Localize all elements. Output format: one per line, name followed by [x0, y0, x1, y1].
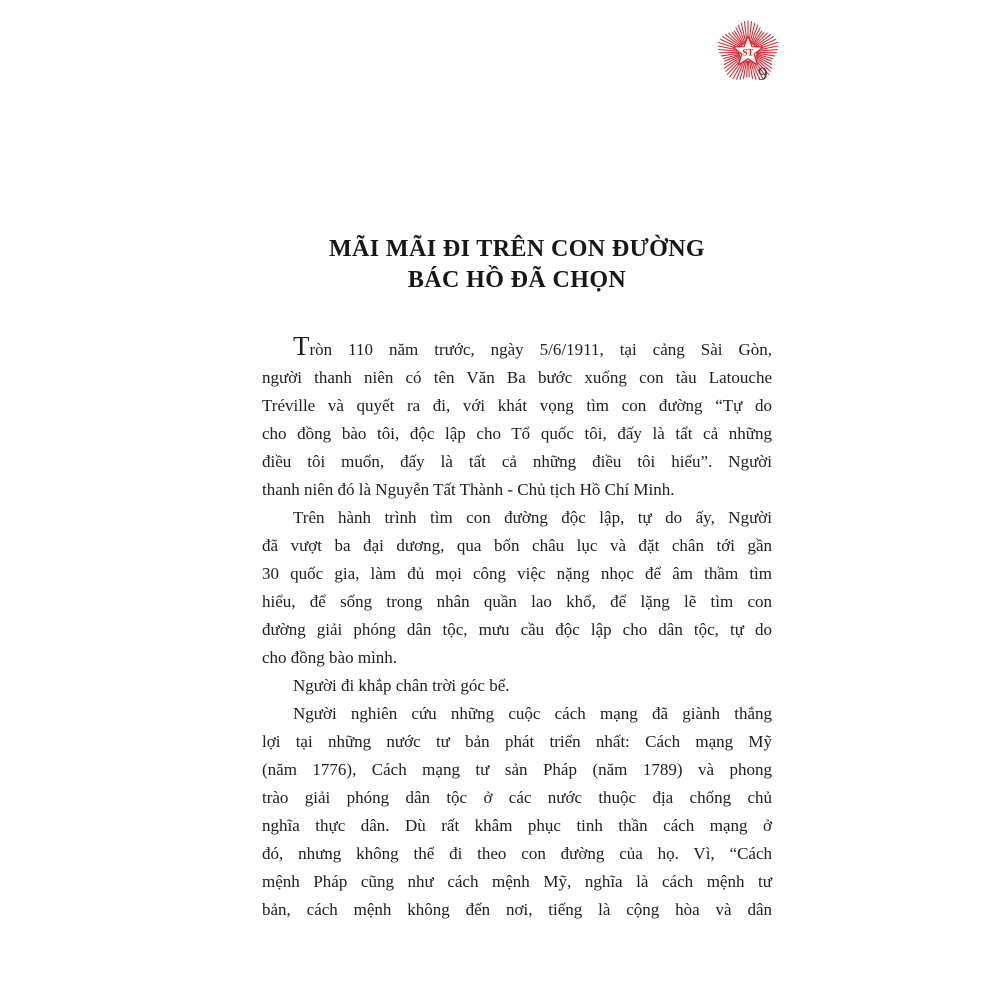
- body-line: người thanh niên có tên Văn Ba bước xuống con tàu Latouche: [262, 368, 772, 387]
- body-line: đó, nhưng không thể đi theo con đường của họ. Vì, “Cách: [262, 844, 772, 863]
- body-line: hiểu, để sống trong nhân quần lao khổ, để lặng lẽ tìm con: [262, 592, 772, 611]
- body-line: trào giải phóng dân tộc ở các nước thuộc địa chống chủ: [262, 788, 772, 807]
- dropcap-initial: T: [293, 331, 310, 361]
- body-line: Người nghiên cứu những cuộc cách mạng đã giành thắng: [293, 704, 772, 723]
- chapter-title-line1: MÃI MÃI ĐI TRÊN CON ĐƯỜNG: [329, 236, 705, 262]
- body-line: cho đồng bào tôi, độc lập cho Tổ quốc tôi, đấy là tất cả những: [262, 424, 772, 443]
- body-text: [262, 331, 772, 924]
- body-line: đường giải phóng dân tộc, mưu cầu độc lập cho dân tộc, tự do: [262, 620, 772, 639]
- body-line: nghĩa thực dân. Dù rất khâm phục tinh thần cách mạng ở: [262, 816, 772, 835]
- body-line: điều tôi muốn, đấy là tất cả những điều tôi hiểu”. Người: [262, 452, 772, 471]
- body-line: Người đi khắp chân trời góc bể.: [293, 676, 510, 695]
- body-line: cho đồng bào mình.: [262, 648, 398, 667]
- body-line: Tréville và quyết ra đi, với khát vọng tìm con đường “Tự do: [262, 396, 772, 415]
- body-line: mệnh Pháp cũng như cách mệnh Mỹ, nghĩa là cách mệnh tư: [262, 872, 772, 891]
- body-line: đã vượt ba đại dương, qua bốn châu lục và đặt chân tới gần: [262, 536, 772, 555]
- body-line: 30 quốc gia, làm đủ mọi công việc nặng nhọc để âm thầm tìm: [262, 564, 772, 583]
- body-line: (năm 1776), Cách mạng tư sản Pháp (năm 1789) và phong: [262, 760, 772, 779]
- body-line: bản, cách mệnh không đến nơi, tiếng là cộng hòa và dân: [262, 900, 772, 919]
- body-line: lợi tại những nước tư bản phát triển nhất: Cách mạng Mỹ: [262, 732, 772, 751]
- logo-monogram: ST: [742, 47, 754, 58]
- chapter-title: [262, 234, 772, 296]
- body-line: Tròn 110 năm trước, ngày 5/6/1911, tại cảng Sài Gòn,: [293, 331, 772, 361]
- body-line: Trên hành trình tìm con đường độc lập, tự do ấy, Người: [293, 508, 772, 527]
- body-line: thanh niên đó là Nguyễn Tất Thành - Chủ tịch Hồ Chí Minh.: [262, 480, 675, 499]
- page-number: 9: [758, 64, 768, 85]
- chapter-title-line2: BÁC HỒ ĐÃ CHỌN: [407, 267, 627, 293]
